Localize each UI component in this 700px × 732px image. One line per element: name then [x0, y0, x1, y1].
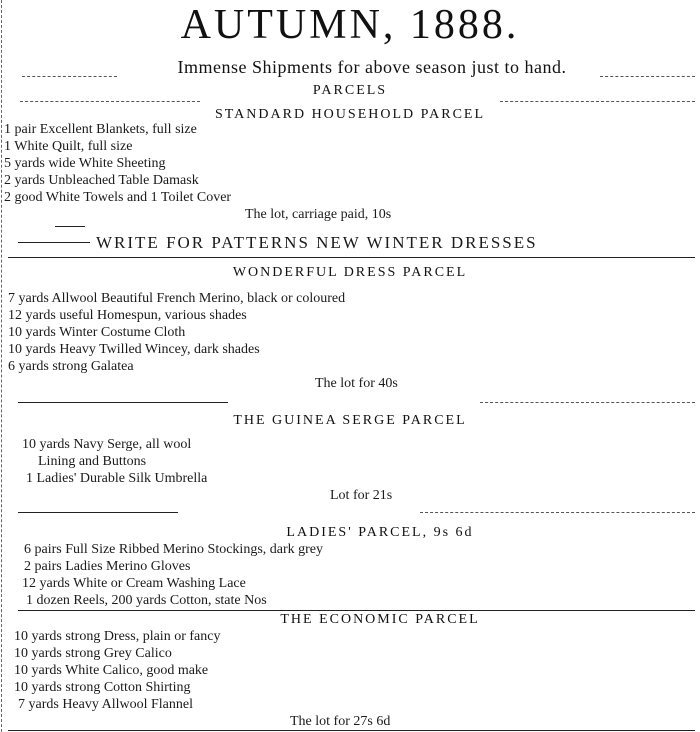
list-item: 10 yards strong Cotton Shirting [14, 680, 191, 695]
list-item: 10 yards Navy Serge, all wool [22, 437, 192, 452]
divider [600, 76, 695, 77]
list-item: 10 yards Heavy Twilled Wincey, dark shades [8, 342, 260, 357]
divider [8, 257, 695, 258]
list-item: 7 yards Heavy Allwool Flannel [18, 697, 193, 712]
list-item: 10 yards strong Dress, plain or fancy [14, 629, 221, 644]
list-item: 10 yards Winter Costume Cloth [8, 325, 186, 340]
list-item: 6 yards strong Galatea [8, 359, 134, 374]
subtitle: Immense Shipments for above season just to hand. [177, 57, 567, 77]
list-item: 5 yards wide White Sheeting [4, 156, 166, 171]
list-item: 12 yards White or Cream Washing Lace [22, 576, 246, 591]
list-item: 2 pairs Ladies Merino Gloves [24, 559, 191, 574]
list-item: Lining and Buttons [38, 454, 147, 469]
household-heading: STANDARD HOUSEHOLD PARCEL [214, 107, 486, 122]
parcels-label: PARCELS [312, 83, 388, 98]
list-item: 7 yards Allwool Beautiful French Merino, black or coloured [8, 291, 346, 306]
divider [18, 512, 178, 513]
serge-price: Lot for 21s [330, 488, 393, 503]
list-item: 1 White Quilt, full size [4, 139, 133, 154]
list-item: 1 Ladies' Durable Silk Umbrella [26, 471, 208, 486]
serge-heading: THE GUINEA SERGE PARCEL [233, 413, 467, 428]
dress-price: The lot for 40s [315, 376, 398, 391]
divider [18, 402, 228, 403]
divider [20, 101, 200, 102]
ladies-heading: LADIES' PARCEL, 9s 6d [286, 525, 474, 540]
divider [55, 226, 85, 227]
list-item: 1 dozen Reels, 200 yards Cotton, state Nos [26, 593, 267, 608]
divider [18, 610, 695, 611]
patterns-banner: WRITE FOR PATTERNS NEW WINTER DRESSES [96, 233, 538, 252]
household-price: The lot, carriage paid, 10s [245, 207, 392, 222]
list-item: 2 yards Unbleached Table Damask [4, 173, 199, 188]
divider [420, 512, 695, 513]
divider [8, 730, 695, 731]
economic-heading: THE ECONOMIC PARCEL [280, 612, 480, 627]
list-item: 2 good White Towels and 1 Toilet Cover [4, 190, 232, 205]
divider [18, 242, 90, 243]
page-title: AUTUMN, 1888. [180, 2, 520, 48]
divider [22, 76, 117, 77]
list-item: 12 yards useful Homespun, various shades [8, 308, 247, 323]
divider [500, 101, 695, 102]
divider [480, 402, 695, 403]
economic-price: The lot for 27s 6d [290, 714, 391, 729]
list-item: 10 yards White Calico, good make [14, 663, 209, 678]
dress-heading: WONDERFUL DRESS PARCEL [232, 265, 468, 280]
list-item: 1 pair Excellent Blankets, full size [4, 122, 197, 137]
list-item: 6 pairs Full Size Ribbed Merino Stockings, dark grey [24, 542, 324, 557]
list-item: 10 yards strong Grey Calico [14, 646, 172, 661]
